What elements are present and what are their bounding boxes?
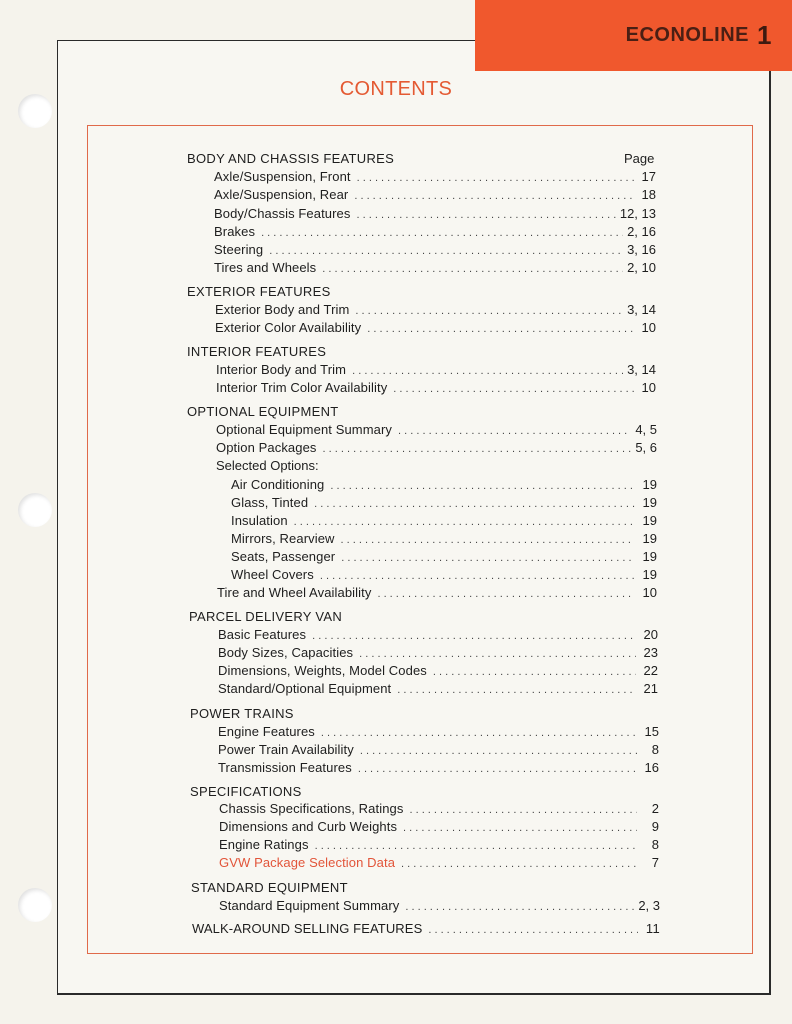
section-heading: EXTERIOR FEATURES (187, 284, 331, 299)
toc-entry[interactable] (215, 302, 656, 319)
entry-label: Basic Features (218, 627, 307, 642)
entry-label: Option Packages (216, 440, 317, 455)
leader-dots (321, 725, 637, 741)
entry-label: Mirrors, Rearview (231, 531, 335, 546)
leader-dots (428, 922, 638, 938)
entry-page: 19 (642, 567, 657, 582)
entry-page: 3, 14 (627, 362, 656, 377)
entry-label: Engine Features (218, 724, 315, 739)
entry-page: 3, 16 (627, 242, 656, 257)
entry-page: 18 (641, 187, 656, 202)
entry-label: Optional Equipment Summary (216, 422, 393, 437)
entry-page: 12, 13 (619, 206, 656, 221)
entry-page: 4, 5 (635, 422, 657, 437)
toc-entry[interactable] (231, 549, 657, 566)
toc-entry[interactable] (218, 760, 659, 777)
entry-label: Tire and Wheel Availability (217, 585, 372, 600)
entry-page: 10 (642, 585, 657, 600)
toc-entry[interactable] (219, 819, 659, 836)
entry-label: Standard/Optional Equipment (218, 681, 392, 696)
toc-entry[interactable] (231, 495, 657, 512)
toc-entry[interactable] (219, 837, 659, 854)
entry-page: 8 (651, 742, 659, 757)
toc-entry[interactable] (216, 422, 657, 439)
leader-dots (359, 646, 636, 662)
entry-page: 2, 10 (627, 260, 656, 275)
leader-dots (312, 628, 636, 644)
section-heading: POWER TRAINS (190, 706, 294, 721)
toc-entry[interactable] (231, 567, 657, 584)
leader-dots (261, 225, 623, 241)
entry-page: 2 (651, 801, 659, 816)
leader-dots (341, 532, 635, 548)
entry-label: Steering (214, 242, 264, 257)
leader-dots (367, 321, 634, 337)
leader-dots (314, 496, 635, 512)
entry-label: Insulation (231, 513, 288, 528)
entry-page: 11 (645, 921, 660, 936)
entry-page: 2, 3 (638, 898, 660, 913)
leader-dots (433, 664, 636, 680)
leader-dots (315, 838, 637, 854)
section-heading: SPECIFICATIONS (190, 784, 302, 799)
leader-dots (341, 550, 635, 566)
leader-dots (357, 207, 616, 223)
entry-page: 5, 6 (635, 440, 657, 455)
toc-entry[interactable] (231, 477, 657, 494)
entry-page: 10 (641, 320, 656, 335)
entry-label: Brakes (214, 224, 256, 239)
entry-page: 16 (644, 760, 659, 775)
toc-entry[interactable] (231, 513, 657, 530)
entry-label: Interior Trim Color Availability (216, 380, 388, 395)
toc-entry[interactable] (214, 187, 656, 204)
entry-label: Axle/Suspension, Rear (214, 187, 349, 202)
entry-page: 19 (642, 549, 657, 564)
entry-label: Seats, Passenger (231, 549, 336, 564)
entry-page: 22 (643, 663, 658, 678)
section-heading: INTERIOR FEATURES (187, 344, 327, 359)
leader-dots (393, 381, 634, 397)
toc-entry[interactable] (219, 898, 660, 915)
entry-label: Tires and Wheels (214, 260, 317, 275)
leader-dots (405, 899, 634, 915)
section-heading: BODY AND CHASSIS FEATURES (187, 151, 395, 166)
entry-page: 9 (651, 819, 659, 834)
toc-entry[interactable] (218, 663, 658, 680)
toc-entry[interactable] (214, 260, 656, 277)
entry-label: Axle/Suspension, Front (214, 169, 351, 184)
toc-entry-highlighted[interactable] (219, 855, 659, 872)
toc-entry[interactable] (216, 362, 656, 379)
entry-page: 23 (643, 645, 658, 660)
toc-entry[interactable] (218, 724, 659, 741)
toc-entry[interactable] (214, 169, 656, 186)
leader-dots (360, 743, 637, 759)
page-column-header: Page (624, 151, 655, 166)
entry-page: 2, 16 (627, 224, 656, 239)
toc-entry[interactable] (219, 801, 659, 818)
toc-entry[interactable] (192, 921, 660, 938)
entry-label: Glass, Tinted (231, 495, 309, 510)
section-heading: PARCEL DELIVERY VAN (189, 609, 343, 624)
entry-label: GVW Package Selection Data (219, 855, 396, 870)
leader-dots (352, 363, 623, 379)
leader-dots (322, 261, 623, 277)
entry-label: Engine Ratings (219, 837, 309, 852)
entry-page: 19 (642, 513, 657, 528)
leader-dots (403, 820, 637, 836)
entry-label: Dimensions and Curb Weights (219, 819, 398, 834)
entry-label: Chassis Specifications, Ratings (219, 801, 404, 816)
entry-label: Standard Equipment Summary (219, 898, 400, 913)
leader-dots (358, 761, 637, 777)
toc-entry[interactable] (214, 242, 656, 259)
leader-dots (269, 243, 623, 259)
entry-label: WALK-AROUND SELLING FEATURES (192, 921, 423, 936)
entry-label: Body/Chassis Features (214, 206, 351, 221)
entry-page: 19 (642, 495, 657, 510)
entry-label: Wheel Covers (231, 567, 314, 582)
leader-dots (330, 478, 635, 494)
leader-dots (294, 514, 635, 530)
tab-number: 1 (757, 20, 772, 50)
section-heading: OPTIONAL EQUIPMENT (187, 404, 339, 419)
entry-label: Dimensions, Weights, Model Codes (218, 663, 427, 678)
leader-dots (323, 441, 632, 457)
toc-entry[interactable] (214, 206, 656, 223)
tab-label: ECONOLINE (625, 24, 750, 46)
toc-entry[interactable] (218, 681, 658, 698)
toc-entry[interactable] (218, 645, 658, 662)
toc-entry[interactable] (231, 531, 657, 548)
entry-page: 19 (642, 531, 657, 546)
section-heading: STANDARD EQUIPMENT (191, 880, 348, 895)
toc-entry[interactable] (214, 224, 656, 241)
leader-dots (357, 170, 634, 186)
leader-dots (377, 586, 635, 602)
entry-page: 20 (643, 627, 658, 642)
subsection-label: Selected Options: (216, 458, 319, 473)
entry-page: 8 (651, 837, 659, 852)
entry-page: 19 (642, 477, 657, 492)
leader-dots (320, 568, 635, 584)
entry-label: Transmission Features (218, 760, 352, 775)
entry-page: 21 (643, 681, 658, 696)
entry-label: Power Train Availability (218, 742, 354, 757)
entry-label: Exterior Body and Trim (215, 302, 350, 317)
entry-page: 17 (641, 169, 656, 184)
entry-page: 7 (651, 855, 659, 870)
leader-dots (355, 303, 623, 319)
toc-entry[interactable] (218, 742, 659, 759)
page-title: CONTENTS (339, 78, 453, 100)
toc-entry[interactable] (215, 320, 656, 337)
entry-page: 10 (641, 380, 656, 395)
leader-dots (409, 802, 637, 818)
entry-label: Interior Body and Trim (216, 362, 347, 377)
leader-dots (354, 188, 634, 204)
entry-label: Exterior Color Availability (215, 320, 362, 335)
entry-page: 3, 14 (627, 302, 656, 317)
toc-entry[interactable] (218, 627, 658, 644)
leader-dots (398, 423, 631, 439)
entry-page: 15 (644, 724, 659, 739)
leader-dots (401, 856, 637, 872)
toc-entry[interactable] (216, 440, 657, 457)
toc-entry[interactable] (217, 585, 657, 602)
toc-entry[interactable] (216, 380, 656, 397)
leader-dots (397, 682, 636, 698)
entry-label: Air Conditioning (231, 477, 325, 492)
entry-label: Body Sizes, Capacities (218, 645, 354, 660)
